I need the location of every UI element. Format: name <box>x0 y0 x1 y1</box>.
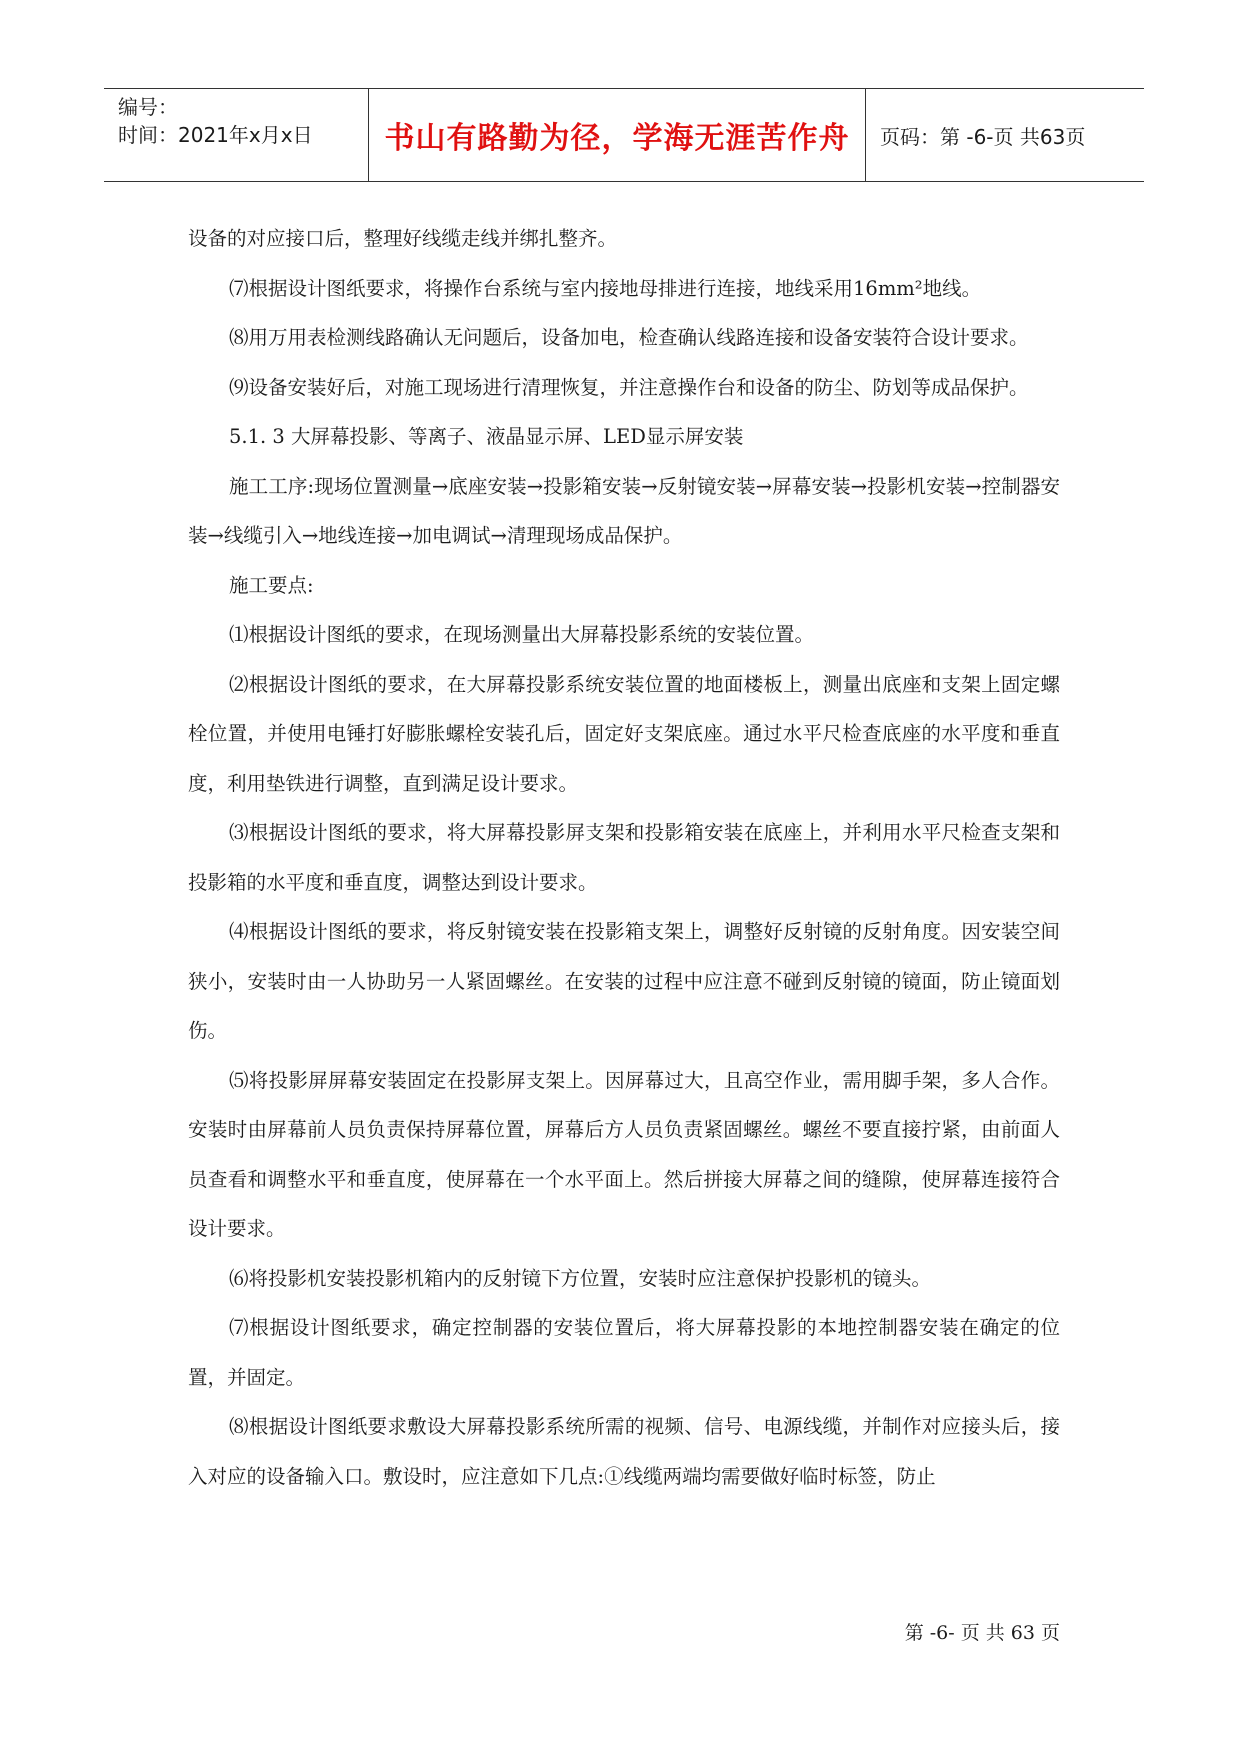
body-paragraph: ⑻用万用表检测线路确认无问题后，设备加电，检查确认线路连接和设备安装符合设计要求。 <box>229 326 1029 349</box>
body-paragraph: ⑹将投影机安装投影机箱内的反射镜下方位置，安装时应注意保护投影机的镜头。 <box>229 1266 932 1290</box>
body-paragraph: ⑸将投影屏屏幕安装固定在投影屏支架上。因屏幕过大，且高空作业，需用脚手架，多人合作。安装时由屏幕前人员负责保持屏幕位置，屏幕后方人员负责紧固螺丝。螺丝不要直接拧紧，由前面人员查看和调整水平和垂直度，使屏幕在一个水平面上。然后拼接大屏幕之间的缝隙，使屏幕连接符合设计要求。 <box>188 1068 1060 1240</box>
document-date-label: 时间：2021年x月x日 <box>118 123 313 147</box>
page-header <box>104 88 1144 182</box>
body-paragraph: ⑷根据设计图纸的要求，将反射镜安装在投影箱支架上，调整好反射镜的反射角度。因安装空间狭小，安装时由一人协助另一人紧固螺丝。在安装的过程中应注意不碰到反射镜的镜面，防止镜面划伤。 <box>188 920 1060 1042</box>
body-paragraph: 5.1. 3 大屏幕投影、等离子、液晶显示屏、LED显示屏安装 <box>229 425 744 448</box>
header-page-number: 页码：第 -6-页 共63页 <box>880 124 1086 149</box>
body-paragraph: ⑻根据设计图纸要求敷设大屏幕投影系统所需的视频、信号、电源线缆，并制作对应接头后，接入对应的设备输入口。敷设时，应注意如下几点:①线缆两端均需要做好临时标签，防止 <box>188 1415 1060 1488</box>
header-meta <box>104 89 369 181</box>
header-motto-cell <box>369 89 866 181</box>
body-paragraph: 施工工序:现场位置测量→底座安装→投影箱安装→反射镜安装→屏幕安装→投影机安装→控制器安装→线缆引入→地线连接→加电调试→清理现场成品保护。 <box>188 474 1060 547</box>
body-paragraph: ⑶根据设计图纸的要求，将大屏幕投影屏支架和投影箱安装在底座上，并利用水平尺检查支架和投影箱的水平度和垂直度，调整达到设计要求。 <box>188 821 1060 894</box>
document-body <box>188 214 1060 1501</box>
header-motto: 书山有路勤为径，学海无涯苦作舟 <box>384 121 850 156</box>
document-number-label: 编号： <box>118 95 178 119</box>
body-paragraph: ⑴根据设计图纸的要求，在现场测量出大屏幕投影系统的安装位置。 <box>229 623 815 646</box>
page-footer <box>0 1618 1060 1645</box>
body-paragraph: ⑵根据设计图纸的要求，在大屏幕投影系统安装位置的地面楼板上，测量出底座和支架上固定螺栓位置，并使用电锤打好膨胀螺栓安装孔后，固定好支架底座。通过水平尺检查底座的水平度和垂直度，利用垫铁进行调整，直到满足设计要求。 <box>188 672 1060 795</box>
body-paragraph: ⑺根据设计图纸要求，确定控制器的安装位置后，将大屏幕投影的本地控制器安装在确定的位置，并固定。 <box>188 1316 1060 1389</box>
body-paragraph: ⑺根据设计图纸要求，将操作台系统与室内接地母排进行连接，地线采用16mm²地线。 <box>229 276 982 300</box>
body-paragraph: 施工要点: <box>229 573 314 597</box>
body-paragraph: ⑼设备安装好后，对施工现场进行清理恢复，并注意操作台和设备的防尘、防划等成品保护。 <box>229 375 1029 399</box>
header-page-cell <box>866 89 1144 181</box>
footer-page-number: 第 -6- 页 共 63 页 <box>904 1622 1060 1644</box>
body-paragraph: 设备的对应接口后，整理好线缆走线并绑扎整齐。 <box>188 227 618 250</box>
